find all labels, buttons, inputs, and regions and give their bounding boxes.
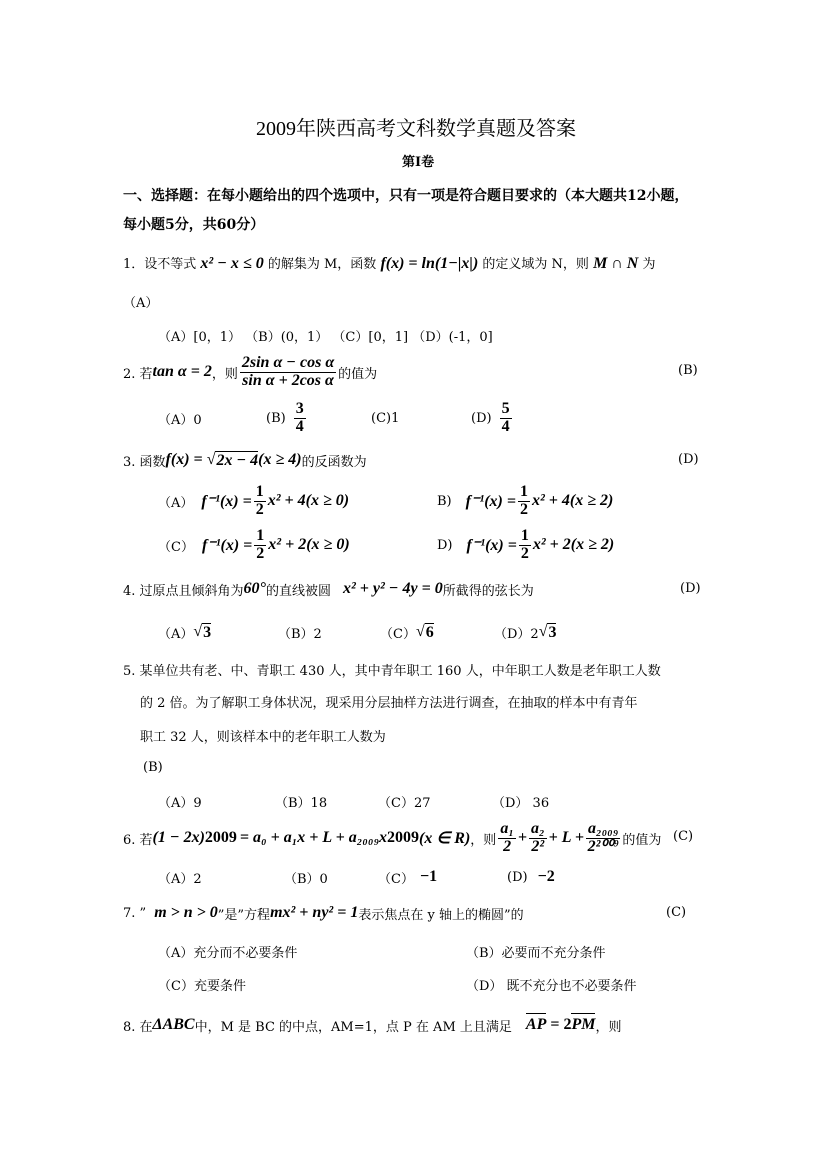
q6-option-d-label: (D) xyxy=(507,869,528,885)
q3-option-c-half xyxy=(254,528,266,563)
q2-mid: ，则 xyxy=(211,366,238,382)
q3-option-a-rhs: x² + 4(x ≥ 0) xyxy=(267,492,350,509)
question-1 xyxy=(123,253,656,273)
q4-option-a-value: 3 xyxy=(203,623,212,641)
q3-option-d-lhs: f⁻¹(x) = xyxy=(466,537,517,554)
q3-radicand: 2x − 4 xyxy=(216,451,259,469)
q8-end: ，则 xyxy=(595,1019,622,1035)
q2-end: 的值为 xyxy=(338,366,378,382)
q7-option-a: （A）充分而不必要条件 xyxy=(158,946,298,961)
q3-option-d xyxy=(437,526,614,564)
q3-end: 的反函数为 xyxy=(301,454,367,470)
q7-condition: m > n > 0 xyxy=(154,904,218,921)
q2-option-b-num: 3 xyxy=(295,399,304,417)
q3-option-d-half-den: 2 xyxy=(520,544,529,562)
q5-line-1: 5. 某单位共有老、中、青职工 430 人，其中青年职工 160 人，中年职工人数是老年职工人数 xyxy=(123,664,661,679)
q6-answer: (C) xyxy=(673,829,694,844)
q6-rhs: = a₀ + a₁x + L + a₂₀₀₉x xyxy=(239,829,388,846)
q6-condition: (x ∈ R) xyxy=(419,830,471,847)
q5-option-a: （A）9 xyxy=(158,796,202,811)
q6-option-b: （B）0 xyxy=(284,871,328,887)
q2-numerator: 2sin α − cos α xyxy=(241,353,335,371)
q5-option-d: （D） 36 xyxy=(492,796,550,811)
q3-option-c-half-den: 2 xyxy=(256,544,265,562)
q8-equals: = 2 xyxy=(550,1016,572,1033)
q1-prefix: 1．设不等式 xyxy=(123,257,197,272)
q4-mid: 的直线被圆 xyxy=(265,583,331,599)
q4-option-d xyxy=(494,620,556,644)
q6-fraction-1 xyxy=(498,821,516,856)
q3-option-b-half-num: 1 xyxy=(519,482,528,500)
q2-option-d-den: 4 xyxy=(501,417,510,435)
q4-option-c-label: （C） xyxy=(380,626,416,642)
q1-options: （A）[0，1） （B）(0，1） （C）[0，1] （D）(-1，0] xyxy=(158,330,493,345)
q1-mid2: 的定义域为 N，则 xyxy=(482,257,589,272)
q3-function-lhs: f(x) = xyxy=(165,451,203,468)
q6-lhs-exponent: 2009 xyxy=(204,829,237,846)
question-4 xyxy=(123,577,534,601)
q3-option-b xyxy=(437,482,613,520)
q6-option-d xyxy=(507,866,555,888)
q1-function: f(x) = ln(1−|x|) xyxy=(380,255,479,272)
question-6 xyxy=(123,818,661,858)
q4-angle: 60° xyxy=(243,580,266,597)
q6-f1-den: 2 xyxy=(503,837,512,855)
q5-line-3: 职工 32 人，则该样本中的老年职工人数为 xyxy=(140,730,386,745)
q4-option-b: （B）2 xyxy=(278,626,322,642)
q5-line-2: 的 2 倍。为了解职工身体状况，现采用分层抽样方法进行调查，在抽取的样本中有青年 xyxy=(140,696,638,711)
q2-prefix: 2. 若 xyxy=(123,366,153,382)
q4-prefix: 4. 过原点且倾斜角为 xyxy=(123,583,244,599)
q6-end: 的值为 xyxy=(622,832,662,848)
q6-option-a: （A）2 xyxy=(158,871,202,887)
q3-option-b-half-den: 2 xyxy=(519,500,528,518)
q3-option-a xyxy=(158,482,349,520)
q8-triangle: ΔABC xyxy=(152,1016,195,1033)
q3-option-c-lhs: f⁻¹(x) = xyxy=(201,537,253,554)
q4-option-c-sqrt: √ xyxy=(415,623,425,640)
q6-fraction-3 xyxy=(586,821,620,856)
q2-denominator: sin α + 2cos α xyxy=(242,371,334,389)
volume-label: 第Ⅰ卷 xyxy=(402,155,435,170)
q4-option-a-sqrt: √ xyxy=(193,623,203,640)
q1-mid1: 的解集为 M，函数 xyxy=(267,257,377,272)
q2-option-b-fraction xyxy=(294,401,306,436)
question-2 xyxy=(123,352,377,392)
q2-option-d xyxy=(471,398,514,438)
q6-dots: + L + xyxy=(548,829,585,846)
q2-option-c: (C)1 xyxy=(371,410,400,426)
q4-option-d-value: 3 xyxy=(548,623,557,641)
q8-vector-pm: PM xyxy=(571,1016,596,1033)
q3-option-a-label: （A） xyxy=(158,495,194,511)
q3-option-a-half-num: 1 xyxy=(255,482,264,500)
q8-vector-ap: AP xyxy=(525,1016,547,1033)
q3-option-d-half xyxy=(519,528,531,563)
q1-set: M ∩ N xyxy=(593,255,639,272)
question-3 xyxy=(123,447,367,473)
q7-prefix: 7. ” xyxy=(123,905,147,921)
q2-option-b-den: 4 xyxy=(295,417,304,435)
q3-option-a-half-den: 2 xyxy=(255,500,264,518)
q6-f1-num: a₁ xyxy=(500,819,514,837)
q7-option-c: （C）充要条件 xyxy=(158,979,246,994)
q2-option-a: （A）0 xyxy=(158,412,202,428)
q3-option-a-lhs: f⁻¹(x) = xyxy=(201,493,252,510)
q2-fraction xyxy=(240,355,336,390)
q2-condition: tan α = 2 xyxy=(152,363,212,380)
q1-answer: （A） xyxy=(123,296,159,311)
q3-option-c xyxy=(158,526,350,564)
q4-answer: (D) xyxy=(680,581,701,596)
q3-domain: (x ≥ 4) xyxy=(258,451,302,468)
q3-option-b-lhs: f⁻¹(x) = xyxy=(465,493,516,510)
page-title: 2009年陕西高考文科数学真题及答案 xyxy=(256,118,576,140)
q3-sqrt-sign: √ xyxy=(206,451,216,468)
q3-option-d-label: D) xyxy=(437,537,453,553)
q3-option-b-rhs: x² + 4(x ≥ 2) xyxy=(531,492,614,509)
q7-equation: mx² + ny² = 1 xyxy=(270,904,359,921)
q2-option-b xyxy=(266,398,308,438)
q8-prefix: 8. 在 xyxy=(123,1019,153,1035)
q3-prefix: 3. 函数 xyxy=(123,454,166,470)
q5-option-b: （B）18 xyxy=(275,796,328,811)
q7-option-d: （D） 既不充分也不必要条件 xyxy=(466,979,637,994)
q6-rhs-exponent: 2009 xyxy=(387,829,420,846)
q3-option-a-half xyxy=(254,484,266,519)
q2-option-d-label: (D) xyxy=(471,410,492,426)
section-heading-line2: 每小题5分，共60分） xyxy=(123,217,265,233)
q6-f2-den: 2² xyxy=(531,837,545,855)
q6-fraction-2 xyxy=(529,821,547,856)
q4-circle-equation: x² + y² − 4y = 0 xyxy=(342,580,443,597)
q8-mid: 中，M 是 BC 的中点，AM=1，点 P 在 AM 上且满足 xyxy=(194,1019,512,1035)
q4-option-d-label: （D）2 xyxy=(494,626,539,642)
q5-answer: (B) xyxy=(143,760,163,775)
q3-option-c-rhs: x² + 2(x ≥ 0) xyxy=(268,536,350,553)
q6-prefix: 6. 若 xyxy=(123,832,153,848)
q3-option-b-half xyxy=(518,484,530,519)
q6-option-d-value: −2 xyxy=(537,868,555,885)
q6-f3-den: 2²⁰⁰⁹ xyxy=(587,837,619,855)
q6-option-c xyxy=(378,866,437,888)
q3-option-c-half-num: 1 xyxy=(256,526,265,544)
q4-option-a-label: （A） xyxy=(158,626,194,642)
q7-mid1: ”是”方程 xyxy=(217,907,271,923)
q7-answer: (C) xyxy=(666,905,687,920)
q3-answer: (D) xyxy=(678,452,699,467)
q3-option-d-half-num: 1 xyxy=(520,526,529,544)
q1-inequality: x² − x ≤ 0 xyxy=(200,255,264,272)
q2-option-d-num: 5 xyxy=(501,399,510,417)
q6-option-c-value: −1 xyxy=(419,868,438,885)
q7-mid2: 表示焦点在 y 轴上的椭圆”的 xyxy=(358,907,524,923)
section-heading-line1: 一、选择题：在每小题给出的四个选项中，只有一项是符合题目要求的（本大题共12小题， xyxy=(123,188,689,204)
q4-end: 所截得的弦长为 xyxy=(442,583,534,599)
q3-option-c-label: （C） xyxy=(158,539,194,555)
q2-option-b-label: (B) xyxy=(266,410,286,426)
q6-plus: + xyxy=(517,829,528,846)
q3-option-b-label: B) xyxy=(437,493,452,509)
q6-mid: ，则 xyxy=(470,832,497,848)
q1-end: 为 xyxy=(642,257,656,272)
q5-option-c: （C）27 xyxy=(378,796,431,811)
q2-answer: (B) xyxy=(678,363,698,378)
q4-option-d-sqrt: √ xyxy=(538,623,548,640)
q4-option-c xyxy=(380,620,434,644)
question-8 xyxy=(123,1012,621,1038)
q2-option-d-fraction xyxy=(500,401,512,436)
q7-option-b: （B）必要而不充分条件 xyxy=(466,946,606,961)
q6-option-c-label: （C） xyxy=(378,871,414,887)
q4-option-a xyxy=(158,620,211,644)
q3-option-d-rhs: x² + 2(x ≥ 2) xyxy=(532,536,615,553)
q4-option-c-value: 6 xyxy=(425,623,434,641)
question-7 xyxy=(123,901,524,925)
q6-lhs: (1 − 2x) xyxy=(152,829,205,846)
q6-f2-num: a₂ xyxy=(531,819,545,837)
q6-f3-num: a₂₀₀₉ xyxy=(588,819,619,837)
